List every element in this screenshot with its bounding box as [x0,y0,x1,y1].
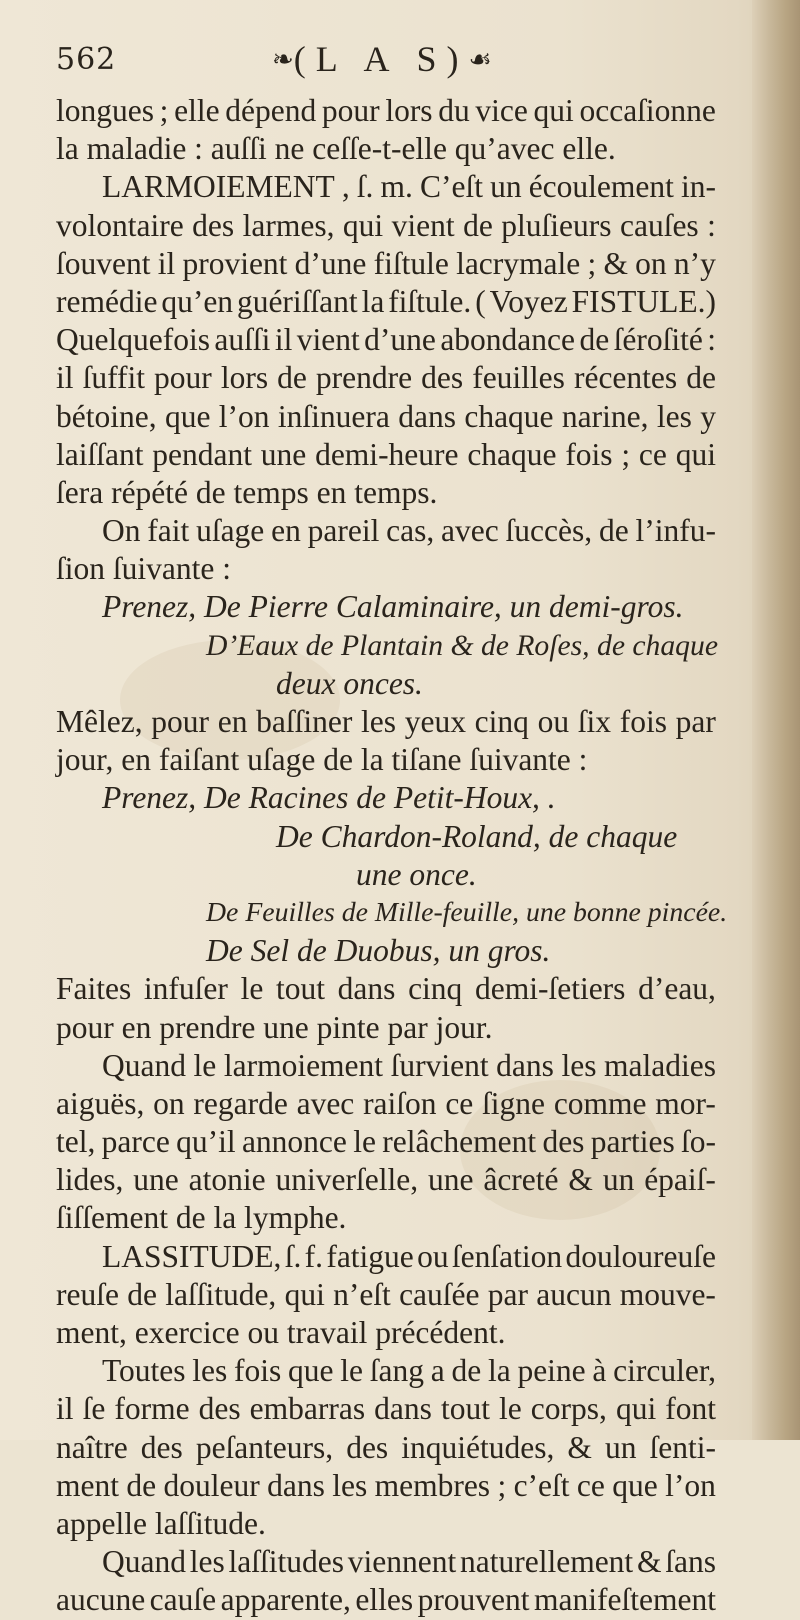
word: reuſe [56,1276,119,1312]
recipe-line: D’Eaux de Plantain & de Roſes, de chaque [206,629,718,662]
word: prendre [315,360,413,396]
text-line [56,970,716,1008]
word: ce [638,436,667,472]
word: Mêlez, [56,704,143,739]
text-line [56,703,716,741]
word: : [707,207,716,243]
word: tout [275,971,325,1007]
word: douleur [163,1467,260,1503]
text-line: la maladie : auſſi ne ceſſe-t-elle qu’avec elle. [56,131,616,167]
word: la [361,283,385,319]
word: vient [296,322,360,358]
word: y [700,398,716,434]
word: apparente, [220,1582,351,1618]
text-line [56,168,716,206]
word: mouve- [619,1276,716,1312]
recipe-line: une once. [356,856,477,892]
word: des [542,1124,585,1160]
word: chaque [467,436,557,472]
word: dans [267,1467,325,1503]
word: m. [380,169,413,205]
word: de [451,1353,482,1389]
word: cinq [474,704,529,739]
word: inquiétudes, [401,1429,555,1465]
word: le [193,1047,217,1083]
word: l’on [665,1467,716,1503]
word: dans [337,971,396,1007]
word: guériſſant [236,283,358,319]
word: la [487,1353,511,1389]
word: qui [675,436,716,472]
word: ou [537,704,570,739]
word: comme [553,1085,647,1121]
word: forme [114,1391,190,1427]
text-line [56,436,716,474]
text-line [56,1390,716,1428]
word: laſſitudes [228,1544,344,1580]
recipe-line: deux onces. [276,665,423,701]
word: de [127,1276,157,1312]
text-line [56,1429,716,1467]
word: raiſon [363,1085,437,1121]
word: de [126,1467,157,1503]
word: une [427,1162,474,1198]
word: yeux [404,704,466,739]
word: un [602,1162,635,1198]
running-head-title: (L A S) [293,39,469,79]
word: pour [154,360,212,396]
word: on [635,245,667,281]
word: cauſe [149,1582,217,1618]
word: larmes, [242,207,335,243]
word: les [561,1047,597,1083]
word: ſe [82,1391,106,1427]
ornament-left-icon: ❧ [272,45,294,74]
text-line: pour en prendre une pinte par jour. [56,1009,493,1045]
word: à [592,1353,607,1389]
text-line [56,1161,716,1199]
word: en [217,704,248,739]
word: douloureuſe [565,1238,716,1274]
word: de [463,207,493,243]
word: ſenſation [451,1238,563,1274]
text-line [56,1543,716,1581]
word: il [274,322,293,358]
word: pour [151,704,210,739]
word: le [340,1353,364,1389]
word: membres [374,1467,491,1503]
word: peſanteurs, [195,1429,334,1465]
text-line: ſera répété de temps en temps. [56,474,438,510]
word: ſuffit [82,360,145,396]
word: le [353,1124,376,1160]
word: ou [417,1238,449,1274]
word: d’eau, [638,971,716,1007]
word: des [192,207,235,243]
word: avec [441,513,499,549]
word: laiſſant [56,436,144,472]
word: & [568,1162,593,1198]
word: dépend [225,93,317,128]
word: dans [374,1391,432,1427]
word: univerſelle, [275,1162,419,1198]
word: ſuccès, [505,513,593,549]
recipe-line: De Feuilles de Mille-feuille, une bonne pincée. [206,896,728,928]
word: n’y [673,245,716,281]
text-line [56,1467,716,1505]
page-edge [752,0,800,1440]
word: & [603,245,628,281]
word: C’eſt [420,169,484,205]
word: atonie [188,1162,266,1198]
word: qui [342,207,384,243]
word: le [499,1391,522,1427]
word: elle [174,93,220,128]
word: des [140,1429,183,1465]
word: pluſieurs [501,207,612,243]
word: circuler, [613,1353,716,1389]
word: pour [321,93,380,128]
text-line [56,1581,716,1619]
word: ſ. [284,1238,302,1274]
word: vice [475,93,528,128]
word: aiguës, [56,1085,145,1121]
word: dans [398,398,456,434]
text-line [56,398,716,436]
word: il [56,1391,74,1427]
word: relâchement [382,1124,537,1160]
word: naturellement [460,1544,634,1580]
word: qu’en [161,283,234,319]
word: fait [147,513,190,549]
word: ſenti- [649,1429,716,1465]
word: les [189,1544,225,1580]
word: vient [391,207,455,243]
word: narine, [561,398,649,434]
word: des [346,1429,389,1465]
word: f. [304,1238,324,1274]
word: ſouvent [56,245,151,281]
text-line: ſiſſement de la lymphe. [56,1200,347,1236]
word: ce [445,1085,474,1121]
recipe-line: De Chardon-Roland, de chaque [276,818,678,854]
text-line [56,359,716,397]
word: lides, [56,1162,124,1198]
word: baſſiner [256,704,353,739]
word: On [102,513,141,549]
word: une [260,436,307,472]
word: ( [475,283,486,319]
word: corps, [530,1391,607,1427]
word: d’une [294,245,367,281]
word: le [240,971,264,1007]
word: fatigue [326,1238,414,1274]
word: fois [234,1353,282,1389]
word: elles [355,1582,414,1618]
text-line [56,1276,716,1314]
word: viennent [347,1544,457,1580]
word: récentes [573,360,678,396]
recipe-line: Prenez, De Racines de Petit-Houx, . [102,780,556,816]
word: écoulement [528,169,674,205]
page-number: 562 [56,42,117,77]
text-line [56,1123,716,1161]
text-line [56,321,716,359]
word: LASSITUDE, [102,1238,282,1274]
word: de [598,513,629,549]
text-line [56,245,716,283]
word: parce [101,1124,170,1160]
word: provient [182,245,288,281]
word: que [164,398,211,434]
word: ; [497,1467,507,1503]
word: cinq [408,971,463,1007]
word: chaque [464,398,554,434]
word: annonce [241,1124,347,1160]
word: occaſionne [579,93,716,128]
word: infuſer [143,971,228,1007]
text-line [56,92,716,130]
recipe-line: Prenez, De Pierre Calaminaire, un demi-gros. [102,589,684,625]
text-line [56,207,716,245]
word: volontaire [56,207,184,243]
word: cauſée [399,1276,480,1312]
word: mor- [655,1085,716,1121]
word: cauſes [619,207,699,243]
word: qui [533,93,574,128]
word: embarras [249,1391,366,1427]
word: lacrymale [456,245,581,281]
word: Quand [102,1047,186,1083]
word: ce [576,1467,605,1503]
word: du [438,93,470,128]
word: fois [619,704,667,739]
word: l’infu- [635,513,716,549]
word: des [198,1391,241,1427]
word: naître [56,1429,128,1465]
word: ment [56,1467,119,1503]
word: ſang [369,1353,424,1389]
word: tel, [56,1124,96,1160]
word: ſix [577,704,612,739]
word: lors [220,360,269,396]
word: fois [565,436,613,472]
word: prouvent [417,1582,530,1618]
word: en [271,513,301,549]
word: Faites [56,971,132,1007]
word: les [192,1353,228,1389]
word: avec [296,1085,355,1121]
body-text [56,92,728,1620]
word: Quand [102,1544,186,1580]
word: ſéroſité [613,322,703,358]
word: qui [284,1276,325,1312]
word: les [332,1467,368,1503]
word: longues [56,93,154,128]
word: ſans [665,1544,716,1580]
word: Quelquefois [56,322,210,358]
word: auſſi [214,322,271,358]
word: fiſtule. [388,283,472,319]
word: regarde [193,1085,288,1121]
word: feuilles [472,360,565,396]
text-line: jour, en faiſant uſage de la tiſane ſuivante : [56,742,588,778]
text-line [56,283,716,321]
word: que [288,1353,334,1389]
word: les [361,704,397,739]
word: tout [440,1391,490,1427]
word: ; [587,245,597,281]
word: larmoiement [223,1047,384,1083]
word: demi-ſetiers [474,971,626,1007]
word: un [604,1429,637,1465]
word: cas, [386,513,435,549]
word: ſurvient [390,1047,489,1083]
word: qu’il [176,1124,236,1160]
word: parties [590,1124,675,1160]
word: remédie [56,283,158,319]
word: dans [496,1047,554,1083]
ornament-right-icon: ☙ [468,45,492,74]
word: on [153,1085,185,1121]
word: n’eſt [333,1276,391,1312]
word: aucun [536,1276,612,1312]
text-line: ſion ſuivante : [56,551,231,587]
word: pareil [307,513,380,549]
word: manifeſtement [534,1582,716,1618]
word: une [133,1162,179,1198]
word: il [157,245,176,281]
word: aucune [56,1582,146,1618]
word: ſo- [681,1124,716,1160]
word: âcreté [483,1162,559,1198]
word: par [675,704,716,739]
word: ; [621,436,631,472]
recipe-line: De Sel de Duobus, un gros. [206,933,551,969]
word: : [707,322,716,358]
word: ſigne [482,1085,546,1121]
word: épaiſ- [644,1162,716,1198]
word: par [487,1276,528,1312]
word: c’eſt [513,1467,570,1503]
word: inſinuera [277,398,390,434]
word: uſage [196,513,265,549]
word: , [341,169,350,205]
word: Toutes [102,1353,186,1389]
word: que [612,1467,658,1503]
word: pendant [152,436,252,472]
word: font [665,1391,716,1427]
word: abondance [440,322,576,358]
word: demi-heure [315,436,459,472]
word: maladies [604,1047,716,1083]
word: laſſitude, [165,1276,277,1312]
word: Voyez [489,283,568,319]
text-line [56,1085,716,1123]
word: fiſtule [373,245,449,281]
word: lors [385,93,433,128]
word: LARMOIEMENT [102,169,335,205]
word: bétoine, [56,398,157,434]
text-line [56,512,716,550]
word: un [490,169,522,205]
word: FISTULE.) [571,283,716,319]
word: ; [159,93,169,128]
text-line: ment, exercice ou travail précédent. [56,1315,506,1350]
word: les [656,398,692,434]
word: in- [680,169,716,205]
word: a [430,1353,445,1389]
text-line: appelle laſſitude. [56,1505,266,1541]
word: de [277,360,307,396]
word: de [579,322,610,358]
word: il [56,360,74,396]
word: des [421,360,464,396]
text-line [56,1352,716,1390]
word: & [636,1544,662,1580]
running-head [272,38,492,80]
word: l’on [218,398,270,434]
word: d’une [364,322,436,358]
text-line [56,1047,716,1085]
word: & [567,1429,592,1465]
word: qui [615,1391,657,1427]
page-header [56,38,696,88]
word: ſ. [356,169,374,205]
word: de [686,360,716,396]
word: peine [517,1353,586,1389]
text-line [56,1238,716,1276]
